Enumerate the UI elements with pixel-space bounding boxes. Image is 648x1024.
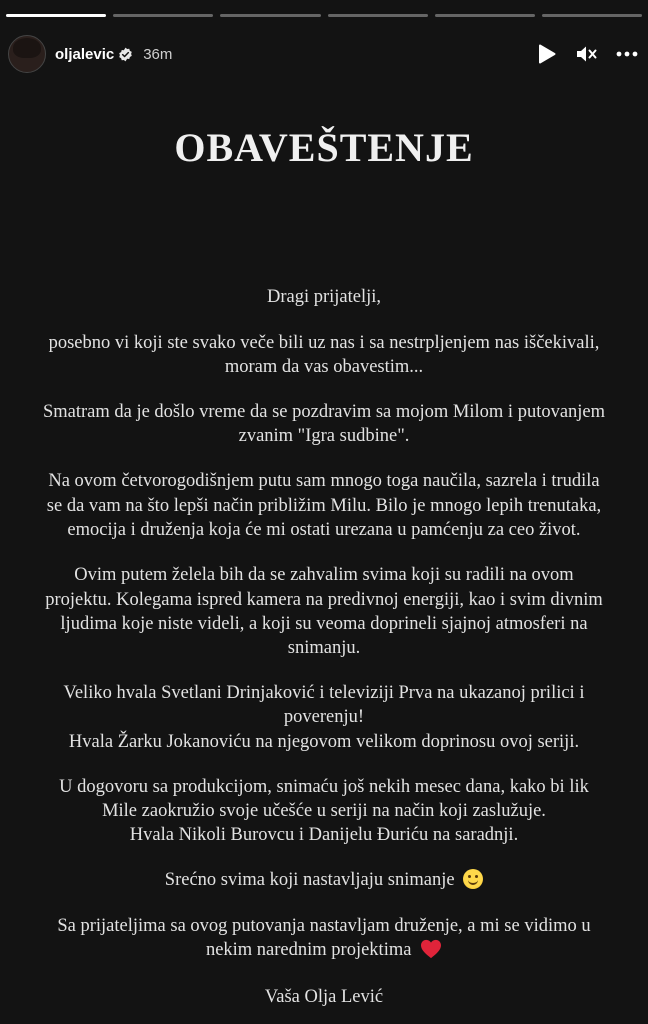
username[interactable]: oljalevic [55,45,115,63]
progress-segment [6,14,106,17]
text-line: poverenju! [283,707,365,727]
text-line: Hvala Žarku Jokanoviću na njegovom velikom doprinosu ovoj seriji. [68,732,580,752]
progress-segment [113,14,213,17]
progress-segment [435,14,535,17]
text-line: Veliko hvala Svetlani Drinjaković i televiziji Prva na ukazanoj prilici i [63,683,585,703]
text-line: Mile zaokružio svoje učešće u seriji na način koji zaslužuje. [102,801,546,821]
story-controls [536,43,638,65]
text-line: Na ovom četvorogodišnjem putu sam mnogo toga naučila, sazrela i trudila [48,471,600,491]
text-line: Sa prijateljima sa ovog putovanja nastavljam druženje, a mi se vidimo u [57,916,591,936]
text-line: zvanim "Igra sudbine". [238,426,410,446]
text-line: emocija i druženja koja će mi ostati urezana u pamćenju za ceo život. [67,520,581,540]
text-line: U dogovoru sa produkcijom, snimaću još nekih mesec dana, kako bi lik [59,777,589,797]
text-line: snimanju. [287,638,361,658]
verified-badge-icon [118,47,133,62]
red-heart-emoji [420,939,442,966]
text-line-with-emoji [0,938,648,966]
play-icon[interactable] [536,43,558,65]
smiling-face-emoji [463,869,483,889]
post-title: OBAVEŠTENJE [174,125,474,170]
mute-icon[interactable] [576,43,598,65]
avatar[interactable] [8,35,46,73]
progress-segment [220,14,320,17]
text-line: projektu. Kolegama ispred kamera na predivnoj energiji, kao i svim divnim [45,590,603,610]
progress-segment [542,14,642,17]
story-progress-bar [6,14,642,17]
text-line: moram da vas obavestim... [224,357,424,377]
text-line: Hvala Nikoli Burovcu i Danijelu Đuriću na saradnji. [129,825,519,845]
text-line: nekim narednim projektima [205,940,412,960]
story-header [8,34,638,74]
text-line-with-emoji [0,868,648,892]
progress-fill [6,14,106,17]
text-line: se da vam na što lepši način približim Milu. Bilo je mnogo lepih trenutaka, [46,496,602,516]
signature-line: Vaša Olja Lević [264,987,384,1007]
text-line: posebno vi koji ste svako veče bili uz nas i sa nestrpljenjem nas iščekivali, [48,333,600,353]
text-line: ljudima koje niste videli, a koji su veoma doprineli sjajnoj atmosferi na [60,614,588,634]
text-line: Ovim putem želela bih da se zahvalim svima koji su radili na ovom [74,565,574,585]
more-icon[interactable] [616,43,638,65]
text-line: Srećno svima koji nastavljaju snimanje [164,870,455,890]
post-time: 36m [143,45,173,63]
text-line: Smatram da je došlo vreme da se pozdravim sa mojom Milom i putovanjem [42,402,606,422]
text-line: Dragi prijatelji, [266,287,382,307]
progress-segment [328,14,428,17]
